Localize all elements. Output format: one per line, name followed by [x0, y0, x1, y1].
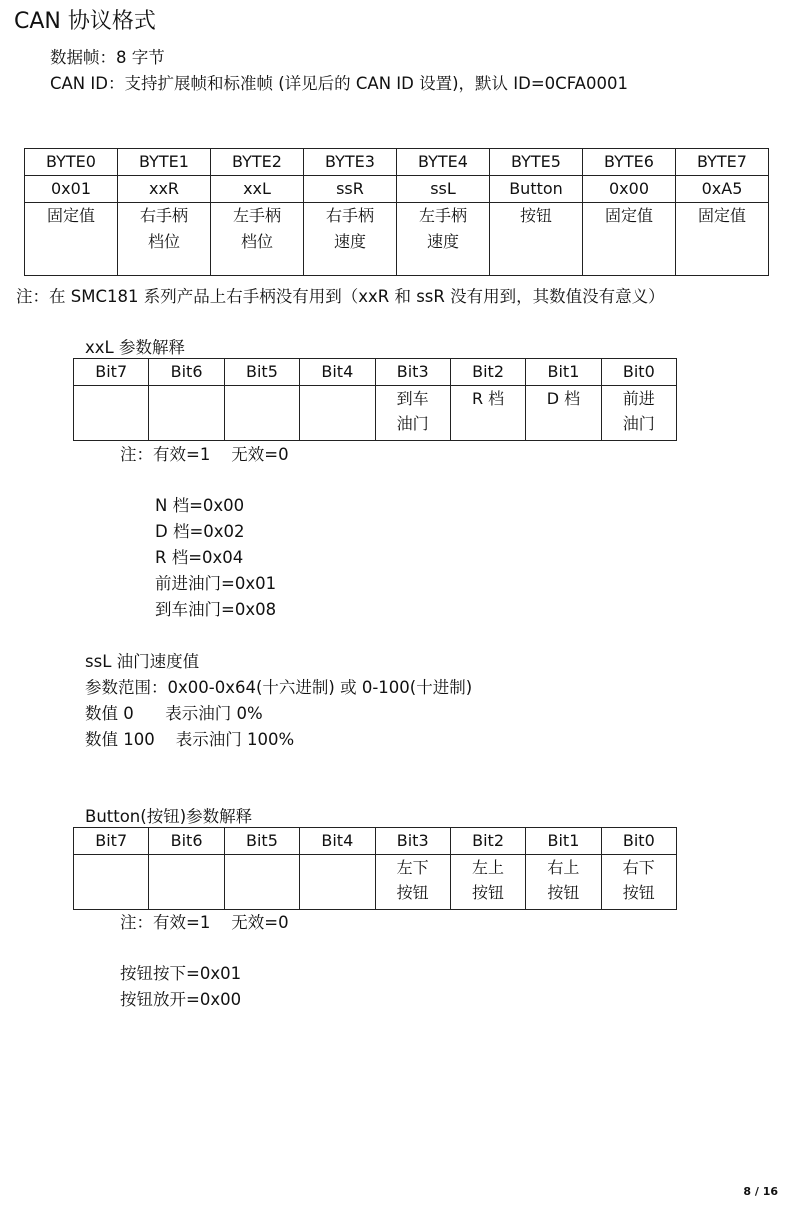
bit-meaning: 右上 按钮 [526, 855, 601, 910]
byte-header-row [25, 149, 769, 176]
byte-description-row [25, 203, 769, 276]
can-frame-table [24, 148, 769, 276]
byte-value: xxR [118, 176, 211, 203]
byte-header: BYTE4 [397, 149, 490, 176]
button-released-text: 按钮放开=0x00 [120, 990, 242, 1009]
ssl-section-title: ssL 油门速度值 [85, 652, 200, 671]
bit-header: Bit3 [375, 359, 450, 386]
byte-header: BYTE0 [25, 149, 118, 176]
byte-description: 固定值 [583, 203, 676, 276]
byte-header: BYTE3 [304, 149, 397, 176]
bit-header: Bit0 [601, 828, 676, 855]
bit-header: Bit5 [224, 828, 299, 855]
byte-description: 按钮 [490, 203, 583, 276]
byte-description: 固定值 [25, 203, 118, 276]
bit-meaning [149, 386, 224, 441]
bit-meaning [74, 386, 149, 441]
bit-header-row [74, 828, 677, 855]
byte-value: 0x00 [583, 176, 676, 203]
bit-meaning [224, 386, 299, 441]
button-valid-note: 注：有效=1 无效=0 [120, 913, 289, 932]
xxl-bit-table [73, 358, 677, 441]
bit-meaning: R 档 [450, 386, 525, 441]
button-pressed-text: 按钮按下=0x01 [120, 964, 242, 983]
gear-value-n: N 档=0x00 [155, 496, 245, 515]
xxl-section-title: xxL 参数解释 [85, 338, 185, 357]
byte-header: BYTE7 [676, 149, 769, 176]
byte-header: BYTE6 [583, 149, 676, 176]
byte-value-row [25, 176, 769, 203]
ssl-zero-text: 数值 0 表示油门 0% [85, 704, 263, 723]
bit-header: Bit4 [300, 359, 375, 386]
gear-value-reverse: 到车油门=0x08 [155, 600, 277, 619]
byte-value: Button [490, 176, 583, 203]
bit-meaning: 前进 油门 [601, 386, 676, 441]
gear-value-d: D 档=0x02 [155, 522, 245, 541]
bit-header: Bit0 [601, 359, 676, 386]
byte-description: 左手柄 档位 [211, 203, 304, 276]
can-id-text: CAN ID：支持扩展帧和标准帧 (详见后的 CAN ID 设置)，默认 ID=0CFA0001 [50, 74, 628, 93]
page-title: CAN 协议格式 [14, 9, 156, 34]
bit-header: Bit5 [224, 359, 299, 386]
button-bit-table [73, 827, 677, 910]
bit-meaning [74, 855, 149, 910]
byte-description: 右手柄 速度 [304, 203, 397, 276]
bit-meaning: D 档 [526, 386, 601, 441]
byte-value: 0x01 [25, 176, 118, 203]
byte-description: 右手柄 档位 [118, 203, 211, 276]
byte-description: 左手柄 速度 [397, 203, 490, 276]
bit-meaning [300, 386, 375, 441]
bit-meaning [149, 855, 224, 910]
ssl-hundred-text: 数值 100 表示油门 100% [85, 730, 295, 749]
bit-header: Bit3 [375, 828, 450, 855]
button-section-title: Button(按钮)参数解释 [85, 807, 253, 826]
byte-value: ssL [397, 176, 490, 203]
byte-description: 固定值 [676, 203, 769, 276]
bit-meaning: 左上 按钮 [450, 855, 525, 910]
bit-meaning-row [74, 855, 677, 910]
gear-value-forward: 前进油门=0x01 [155, 574, 277, 593]
byte-header: BYTE1 [118, 149, 211, 176]
bit-meaning: 左下 按钮 [375, 855, 450, 910]
bit-header: Bit2 [450, 828, 525, 855]
bit-header: Bit2 [450, 359, 525, 386]
bit-header: Bit6 [149, 828, 224, 855]
bit-header-row [74, 359, 677, 386]
byte-header: BYTE2 [211, 149, 304, 176]
byte-value: xxL [211, 176, 304, 203]
bit-header: Bit4 [300, 828, 375, 855]
page-number: 8 / 16 [743, 1185, 778, 1198]
byte-value: 0xA5 [676, 176, 769, 203]
ssl-range-text: 参数范围：0x00-0x64(十六进制) 或 0-100(十进制) [85, 678, 473, 697]
byte-header: BYTE5 [490, 149, 583, 176]
bit-meaning [300, 855, 375, 910]
bit-meaning [224, 855, 299, 910]
bit-header: Bit7 [74, 828, 149, 855]
bit-meaning-row [74, 386, 677, 441]
gear-value-r: R 档=0x04 [155, 548, 244, 567]
frame-length-text: 数据帧：8 字节 [50, 48, 165, 67]
bit-header: Bit6 [149, 359, 224, 386]
bit-meaning: 右下 按钮 [601, 855, 676, 910]
byte-value: ssR [304, 176, 397, 203]
xxl-valid-note: 注：有效=1 无效=0 [120, 445, 289, 464]
bit-header: Bit7 [74, 359, 149, 386]
bit-header: Bit1 [526, 828, 601, 855]
bit-meaning: 到车 油门 [375, 386, 450, 441]
bit-header: Bit1 [526, 359, 601, 386]
right-handle-note: 注：在 SMC181 系列产品上右手柄没有用到（xxR 和 ssR 没有用到，其数值没有意义） [16, 287, 665, 306]
